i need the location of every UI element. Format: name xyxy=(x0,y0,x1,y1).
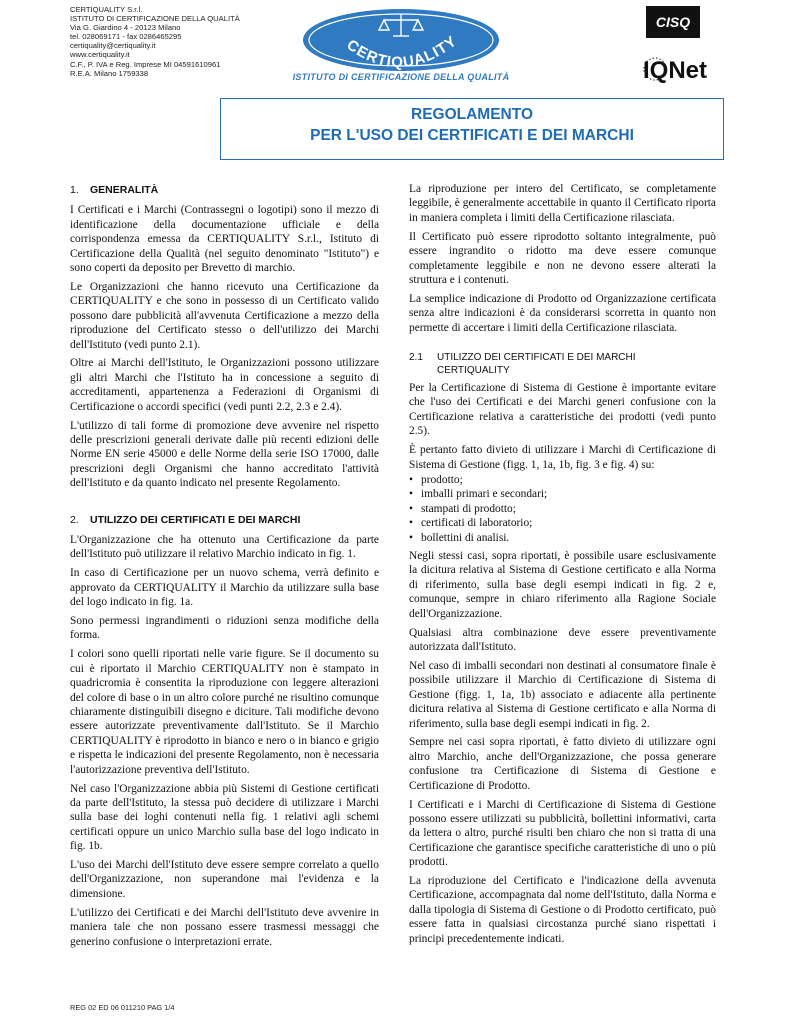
paragraph: Negli stessi casi, sopra riportati, è possibile usare esclusivamente la dicitura relativa al Sistema di Gestione certificato e alla Norma di riferimento, sulla base degli esempi indicati in fig. 2 e, comunque, sempre in chiaro riferimento alla Ragione Sociale dell'Organizzazione. xyxy=(409,550,716,620)
list-item: • stampati di prodotto; xyxy=(409,502,716,516)
address-line: C.F., P. IVA e Reg. Imprese MI 04591610961 xyxy=(70,59,221,69)
paragraph: Per la Certificazione di Sistema di Gestione è importante evitare che l'uso dei Certificati e dei Marchi generi confusione con la Certificazione relativa a caratteristiche dei prodotti (vedi punto 2.5). xyxy=(409,382,716,438)
paragraph: Nel caso di imballi secondari non destinati al consumatore finale è possibile utilizzare il Marchio di Certificazione di Sistema di Gestione (figg. 1, 1a, 1b) associato e adiacente alla pertinente dicitura relativa al Sistema di Gestione certificato e alla Norma di riferimento, sulla base degli esempi indicati in fig. 2. xyxy=(409,659,716,730)
section-2-heading xyxy=(70,513,379,527)
paragraph: L'uso dei Marchi dell'Istituto deve essere sempre correlato a quello dell'Organizzazione, non superandone mai l'evidenza e la dimensione. xyxy=(70,859,379,900)
list-item: • certificati di laboratorio; xyxy=(409,516,716,530)
paragraph: Oltre ai Marchi dell'Istituto, le Organizzazioni possono utilizzare gli altri Marchi che l'Istituto ha in concessione a seguito di accreditamenti, appartenenza a Federazioni di Organismi di Certificazione o accordi specifici (vedi punti 2.2, 2.3 e 2.4). xyxy=(70,357,379,413)
section-title: UTILIZZO DEI CERTIFICATI E DEI MARCHI xyxy=(90,513,301,526)
section-title: UTILIZZO DEI CERTIFICATI E DEI MARCHI xyxy=(437,352,636,364)
paragraph: L'Organizzazione che ha ottenuto una Certificazione da parte dell'Istituto può utilizzare il relativo Marchio indicato in fig. 1. xyxy=(70,534,379,561)
iqnet-logo xyxy=(641,55,721,83)
paragraph: Il Certificato può essere riprodotto soltanto integralmente, può essere ingrandito o ridotto ma deve essere comunque completamente leggibile e non ne devono essere alterati la struttura e i contenuti. xyxy=(409,230,716,286)
address-line: certiquality@certiquality.it xyxy=(70,41,156,51)
paragraph: Le Organizzazioni che hanno ricevuto una Certificazione da CERTIQUALITY e che sono in possesso di un Certificato valido possono dare pubblicità all'avvenuta Certificazione a mezzo della riproduzione del Certificato stesso o dell'utilizzo dei Marchi dell'Istituto (vedi punto 2.1). xyxy=(70,280,379,351)
section-1-heading xyxy=(70,183,379,197)
title-line-2: PER L'USO DEI CERTIFICATI E DEI MARCHI xyxy=(310,127,634,144)
address-line: R.E.A. Milano 1759338 xyxy=(70,68,149,78)
list-item: • imballi primari e secondari; xyxy=(409,487,716,501)
iqnet-text: IQNet xyxy=(643,57,708,83)
page-footer: REG 02 ED 06 011210 PAG 1/4 xyxy=(70,1003,175,1012)
paragraph: La semplice indicazione di Prodotto od Organizzazione certificata senza altre indicazioni è da considerarsi scorretta in quanto non permette di accertare i limiti della Certificazione rilasciata. xyxy=(409,292,716,334)
section-title: GENERALITÀ xyxy=(90,184,159,196)
section-number: 1. xyxy=(70,184,79,196)
paragraph: Nel caso l'Organizzazione abbia più Sistemi di Gestione certificati da parte dell'Istituto, la stessa può decidere di utilizzare i Marchi sulla base dei loghi contenuti nella fig. 1 relativi agli schemi certificati oppure un unico Marchio sulla base del logo indicato in fig. 1b. xyxy=(70,782,379,853)
address-line: tel. 028069171 - fax 0286465295 xyxy=(70,32,182,42)
address-line: CERTIQUALITY S.r.l. xyxy=(70,5,143,14)
logo-text: CERTIQUALITY xyxy=(343,32,461,72)
section-number: 2.1 xyxy=(409,352,423,364)
paragraph: I Certificati e i Marchi di Certificazione di Sistema di Gestione possono essere utilizzati su pubblicità, bollettini informativi, carta da lettera o altro, purché risulti ben chiaro che non si tratta di una Certificazione che garantisce specifiche caratteristiche di uno o più prodotti. xyxy=(409,798,716,869)
paragraph: L'utilizzo dei Certificati e dei Marchi dell'Istituto deve avvenire in maniera tale che non possano essere trasmessi messaggi che generino confusione o interpretazioni errate. xyxy=(70,906,379,948)
left-column xyxy=(70,183,379,954)
paragraph: In caso di Certificazione per un nuovo schema, verrà definito e approvato da CERTIQUALITY il Marchio da utilizzare sulla base del logo indicato in fig. 1a. xyxy=(70,567,379,609)
section-number: 2. xyxy=(70,513,79,526)
list-item: • prodotto; xyxy=(409,473,716,487)
company-address xyxy=(70,5,240,78)
paragraph: La riproduzione del Certificato e l'indicazione della avvenuta Certificazione, accompagnata dal nome dell'Istituto, dalla Norma e dalla tipologia di Sistema di Gestione o di Prodotto certificato, può essere fatta in qualsiasi circostanza purché siano rispettati i principi precedentemente indicati. xyxy=(409,875,716,945)
logo-subtitle: ISTITUTO DI CERTIFICAZIONE DELLA QUALITÀ xyxy=(292,72,510,82)
cisq-logo: CISQ xyxy=(646,6,700,38)
list-item: • bollettini di analisi. xyxy=(409,531,716,545)
paragraph: Sono permessi ingrandimenti o riduzioni senza modifiche della forma. xyxy=(70,615,379,642)
document-title xyxy=(220,104,724,146)
right-column xyxy=(409,182,716,951)
paragraph: I Certificati e i Marchi (Contrassegni o logotipi) sono il mezzo di identificazione della documentazione ufficiale e della corrispondenza emessa da CERTIQUALITY S.r.l., Istituto di Certificazione della Qualità (nel seguito denominato "Istituto") e sono coperti da deposito per Brevetto di marchio. xyxy=(70,204,379,275)
address-line: Via G. Giardino 4 - 20123 Milano xyxy=(70,23,181,33)
address-line: www.certiquality.it xyxy=(70,50,130,60)
title-line-1: REGOLAMENTO xyxy=(411,106,533,123)
bullet-list xyxy=(409,473,716,545)
paragraph: Sempre nei casi sopra riportati, è fatto divieto di utilizzare ogni altro Marchio, anche dell'Organizzazione, che possa generare confusione tra Certificazione di Sistema di Gestione e Certificazione di Prodotto. xyxy=(409,736,716,792)
paragraph: I colori sono quelli riportati nelle varie figure. Se il documento su cui è riportato il Marchio CERTIQUALITY non è stampato in quadricromia è consentita la riproduzione con leggere alterazioni del colore di base o in un altro colore purché ne risultino comunque chiaramente distinguibili disegno e diciture. Tali modifiche devono essere autorizzate preventivamente dall'Istituto. Se il Marchio CERTIQUALITY è riprodotto in bianco e nero o in bianco e grigio e rispetta le indicazioni del presente Regolamento, non è necessaria l'autorizzazione preventiva dell'Istituto. xyxy=(70,648,379,776)
paragraph: La riproduzione per intero del Certificato, se completamente leggibile, è generalmente accettabile in quanto il Certificato riporta in maniera completa i limiti della Certificazione rilasciata. xyxy=(409,183,716,224)
address-line: ISTITUTO DI CERTIFICAZIONE DELLA QUALITÀ xyxy=(70,14,240,24)
paragraph: È pertanto fatto divieto di utilizzare i Marchi di Certificazione di Sistema di Gestione (figg. 1, 1a, 1b, fig. 3 e fig. 4) su: xyxy=(409,444,716,471)
paragraph: L'utilizzo di tali forme di promozione deve avvenire nel rispetto delle prescrizioni generali derivate dalle più recenti edizioni delle Norme EN serie 45000 e delle Norme della serie ISO 17000, dalle prescrizioni degli Organismi che hanno accreditato l'attività dell'Istituto e da quanto indicato nel presente Regolamento. xyxy=(70,419,379,490)
section-2-1-heading xyxy=(409,351,716,377)
section-title-cont: CERTIQUALITY xyxy=(437,365,510,377)
paragraph: Qualsiasi altra combinazione deve essere preventivamente autorizzata dall'Istituto. xyxy=(409,626,716,653)
